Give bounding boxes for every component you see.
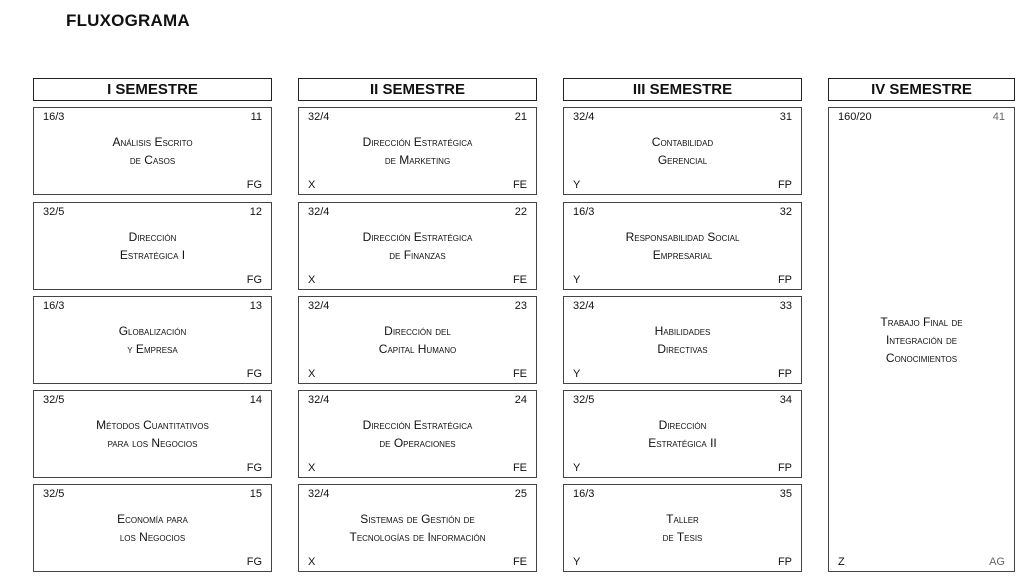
course-name-line: Contabilidad <box>651 135 714 149</box>
course-name <box>38 391 267 477</box>
course-card-13[interactable] <box>33 296 272 384</box>
course-category: FE <box>512 556 527 568</box>
course-name-line: Dirección <box>658 418 707 432</box>
course-group-tag: Y <box>573 556 581 568</box>
semester-header-1: I SEMESTRE <box>33 78 272 101</box>
course-name-line: Globalización <box>118 324 187 338</box>
course-name-line: Gerencial <box>657 153 708 167</box>
course-group-tag: Y <box>573 368 581 380</box>
course-category: FP <box>777 274 792 286</box>
course-credits: 32/4 <box>308 488 330 500</box>
course-code: 13 <box>249 300 262 312</box>
course-card-31[interactable] <box>563 107 802 195</box>
course-group-tag: X <box>308 462 316 474</box>
course-name-line: Tecnologías de Información <box>349 530 486 544</box>
course-name-line: Dirección Estratégica <box>362 418 473 432</box>
course-category: FG <box>246 368 262 380</box>
course-name <box>303 485 532 571</box>
course-card-11[interactable] <box>33 107 272 195</box>
course-credits: 32/5 <box>43 206 65 218</box>
course-name-line: de Tesis <box>662 530 703 544</box>
course-name-line: Estratégica I <box>119 248 186 262</box>
course-credits: 32/5 <box>43 394 65 406</box>
course-card-34[interactable] <box>563 390 802 478</box>
course-name <box>568 391 797 477</box>
course-name-line: Estratégica II <box>648 436 717 450</box>
course-code: 11 <box>250 111 262 123</box>
course-credits: 160/20 <box>838 111 872 123</box>
course-credits: 16/3 <box>573 488 595 500</box>
course-credits: 32/4 <box>308 300 330 312</box>
course-name-line: Empresarial <box>652 248 713 262</box>
course-category: FE <box>512 274 527 286</box>
course-name-line: Habilidades <box>654 324 711 338</box>
course-group-tag: Y <box>573 274 581 286</box>
course-name-line: de Operaciones <box>379 436 456 450</box>
course-category: FP <box>777 556 792 568</box>
course-group-tag: X <box>308 368 316 380</box>
course-card-32[interactable] <box>563 202 802 290</box>
course-name <box>303 108 532 194</box>
course-group-tag: X <box>308 179 316 191</box>
course-name-line: y Empresa <box>127 342 178 356</box>
course-credits: 32/4 <box>573 111 595 123</box>
course-card-24[interactable] <box>298 390 537 478</box>
course-category: FP <box>777 368 792 380</box>
course-credits: 32/4 <box>573 300 595 312</box>
course-name <box>568 485 797 571</box>
course-card-15[interactable] <box>33 484 272 572</box>
course-group-tag: X <box>308 556 316 568</box>
course-name-line: Trabajo Final de <box>880 314 963 329</box>
course-name <box>303 391 532 477</box>
course-code: 23 <box>514 300 527 312</box>
course-name-line: Dirección del <box>384 324 451 338</box>
course-card-14[interactable] <box>33 390 272 478</box>
course-code: 35 <box>779 488 792 500</box>
course-name-line: Integración de <box>885 332 958 347</box>
course-name-line: Taller <box>666 512 699 526</box>
course-name <box>303 203 532 289</box>
course-name <box>833 108 1010 571</box>
course-code: 32 <box>779 206 792 218</box>
course-name <box>38 485 267 571</box>
course-name-line: Métodos Cuantitativos <box>96 418 209 432</box>
course-credits: 32/4 <box>308 111 330 123</box>
course-credits: 32/4 <box>308 206 330 218</box>
course-code: 34 <box>779 394 792 406</box>
course-name <box>303 297 532 383</box>
course-code: 22 <box>514 206 527 218</box>
course-card-41[interactable] <box>828 107 1015 572</box>
course-name-line: de Casos <box>129 153 176 167</box>
course-category: FE <box>512 462 527 474</box>
course-name-line: Responsabilidad Social <box>625 230 740 244</box>
semester-header-3: III SEMESTRE <box>563 78 802 101</box>
course-category: FG <box>246 274 262 286</box>
course-category: FG <box>246 462 262 474</box>
course-code: 33 <box>779 300 792 312</box>
course-group-tag: Y <box>573 462 581 474</box>
course-category: FE <box>512 179 527 191</box>
course-group-tag: Y <box>573 179 581 191</box>
course-name-line: Directivas <box>657 342 708 356</box>
course-name <box>38 297 267 383</box>
course-code: 24 <box>514 394 527 406</box>
course-card-12[interactable] <box>33 202 272 290</box>
course-name <box>568 108 797 194</box>
course-code: 25 <box>514 488 527 500</box>
course-name-line: Dirección Estratégica <box>362 230 473 244</box>
course-name <box>568 203 797 289</box>
course-credits: 16/3 <box>43 111 65 123</box>
course-name <box>38 108 267 194</box>
course-card-22[interactable] <box>298 202 537 290</box>
course-card-21[interactable] <box>298 107 537 195</box>
course-code: 15 <box>249 488 262 500</box>
course-name-line: de Marketing <box>384 153 451 167</box>
course-category: FG <box>246 179 262 191</box>
course-card-35[interactable] <box>563 484 802 572</box>
semester-header-2: II SEMESTRE <box>298 78 537 101</box>
course-group-tag: Z <box>838 556 845 568</box>
page-title: FLUXOGRAMA <box>66 11 190 30</box>
course-name-line: de Finanzas <box>389 248 446 262</box>
course-card-33[interactable] <box>563 296 802 384</box>
course-name-line: Dirección <box>128 230 177 244</box>
course-category: FE <box>512 368 527 380</box>
course-group-tag: X <box>308 274 316 286</box>
course-name-line: Sistemas de Gestión de <box>360 512 475 526</box>
course-name-line: para los Negocios <box>107 436 198 450</box>
course-card-25[interactable] <box>298 484 537 572</box>
course-credits: 32/5 <box>43 488 65 500</box>
course-card-23[interactable] <box>298 296 537 384</box>
course-category: AG <box>989 556 1005 568</box>
course-category: FP <box>777 462 792 474</box>
course-category: FG <box>246 556 262 568</box>
course-credits: 32/4 <box>308 394 330 406</box>
course-name-line: Conocimientos <box>885 350 958 365</box>
course-code: 41 <box>992 111 1005 123</box>
course-code: 14 <box>249 394 262 406</box>
course-name-line: Economía para <box>117 512 188 526</box>
course-credits: 16/3 <box>43 300 65 312</box>
course-code: 31 <box>779 111 792 123</box>
course-name-line: Análisis Escrito <box>112 135 193 149</box>
course-code: 12 <box>249 206 262 218</box>
course-name-line: Dirección Estratégica <box>362 135 473 149</box>
course-category: FP <box>777 179 792 191</box>
course-name-line: los Negocios <box>119 530 186 544</box>
course-name <box>38 203 267 289</box>
course-credits: 16/3 <box>573 206 595 218</box>
course-code: 21 <box>514 111 527 123</box>
semester-header-4: IV SEMESTRE <box>828 78 1015 101</box>
course-name-line: Capital Humano <box>378 342 457 356</box>
course-name <box>568 297 797 383</box>
course-credits: 32/5 <box>573 394 595 406</box>
